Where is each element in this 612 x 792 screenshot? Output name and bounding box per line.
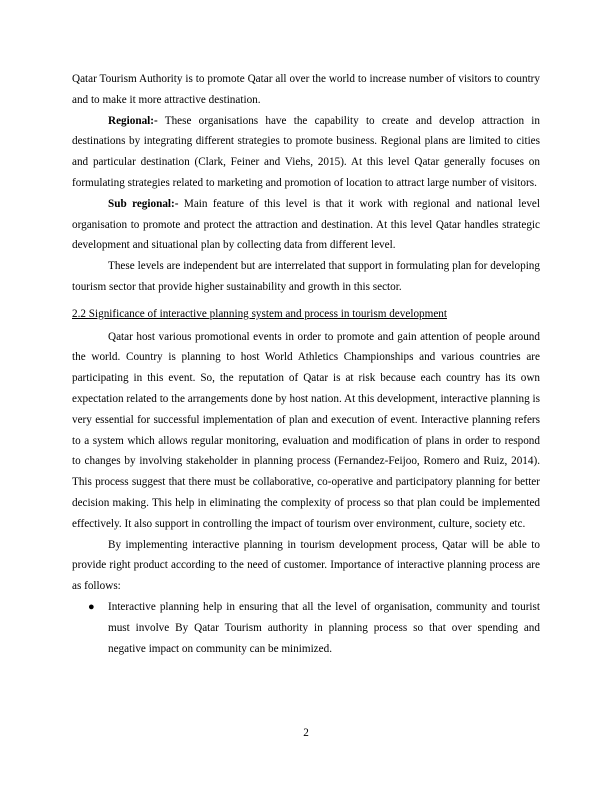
regional-paragraph xyxy=(72,111,540,194)
intro-paragraph: Qatar Tourism Authority is to promote Qatar all over the world to increase number of visitors to country and to make it more attractive destination. xyxy=(72,73,540,106)
bullet-text: Interactive planning help in ensuring that all the level of organisation, community and tourist must involve By Qatar Tourism authority in planning process so that over spending and negative impact on community can be minimized. xyxy=(108,600,540,655)
implementing-paragraph: By implementing interactive planning in tourism development process, Qatar will be able to provide right product according to the need of customer. Importance of interactive planning process are as follows: xyxy=(72,538,540,593)
section-heading: 2.2 Significance of interactive planning system and process in tourism development xyxy=(72,307,447,320)
regional-label: Regional:- xyxy=(108,114,158,127)
bullet-icon: ● xyxy=(88,600,95,613)
bullet-item xyxy=(72,597,540,659)
events-paragraph: Qatar host various promotional events in order to promote and gain attention of people around the world. Country is planning to host World Athletics Championships and various countries are participating in this event. So, the reputation of Qatar is at risk because each country has its own expectation related to the arrangements done by host nation. At this development, interactive planning is very essential for successful implementation of plan and execution of event. Interactive planning refers to a system which allows regular monitoring, evaluation and modification of plans in order to respond to changes by involving stakeholder in planning process (Fernandez-Feijoo, Romero and Ruiz, 2014). This process suggest that there must be collaborative, co-operative and participatory planning for better decision making. This help in eliminating the complexity of process so that plan could be implemented effectively. It also support in controlling the impact of tourism over environment, culture, society etc. xyxy=(72,330,540,530)
subregional-paragraph xyxy=(72,194,540,256)
levels-paragraph: These levels are independent but are interrelated that support in formulating plan for developing tourism sector that provide higher sustainability and growth in this sector. xyxy=(72,260,540,293)
regional-text: These organisations have the capability to create and develop attraction in destinations by integrating different strategies to promote business. Regional plans are limited to cities and particular destination (Clark, Feiner and Viehs, 2015). At this level Qatar generally focuses on formulating strategies related to marketing and promotion of location to attract large number of visitors. xyxy=(72,114,540,189)
subregional-text: Main feature of this level is that it work with regional and national level organisation to promote and protect the attraction and destination. At this level Qatar handles strategic development and situational plan by collecting data from different level. xyxy=(72,197,540,252)
page-number: 2 xyxy=(303,727,309,739)
subregional-label: Sub regional:- xyxy=(108,197,179,210)
document-page xyxy=(72,69,540,659)
